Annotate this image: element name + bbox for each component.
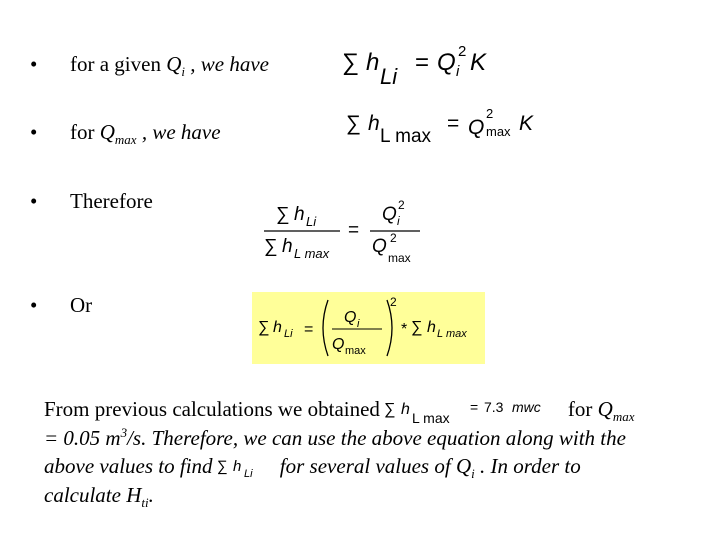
num-q-superscript: 2 xyxy=(398,198,405,212)
paragraph-var: Q xyxy=(597,397,613,421)
bullet-text: Therefore xyxy=(70,189,153,213)
bullet-dot: • xyxy=(30,52,38,76)
k-symbol: K xyxy=(470,49,487,76)
bullet-dot: • xyxy=(30,189,38,213)
q-symbol: Q xyxy=(437,49,456,76)
equals-sign: = xyxy=(304,321,314,338)
q-symbol: Q xyxy=(468,116,485,139)
lhs-h-symbol: h xyxy=(273,319,282,336)
paragraph-text: /s. Therefore, we can use the above equation along with the xyxy=(127,425,626,450)
num-q-symbol: Q xyxy=(382,204,397,225)
den-q-symbol: Q xyxy=(332,336,345,353)
inline-h-symbol: h xyxy=(400,401,410,419)
equation-sum-hli xyxy=(342,40,502,90)
inline-unit: mwc xyxy=(511,399,541,416)
bullet-text-post: , we have xyxy=(136,120,221,144)
num-q-subscript: i xyxy=(357,318,360,330)
inline-h-symbol: h xyxy=(232,458,241,476)
paragraph-line-1 xyxy=(44,395,716,424)
num-q-symbol: Q xyxy=(344,309,357,326)
paragraph-sup: 3 xyxy=(120,424,128,440)
den-h-subscript: L max xyxy=(294,246,330,261)
paragraph-var-sub: i xyxy=(471,466,475,482)
q-superscript: 2 xyxy=(486,106,494,121)
equation-highlighted xyxy=(252,292,485,364)
inline-equals: = xyxy=(469,399,479,416)
q-subscript: max xyxy=(486,124,511,139)
num-sum-symbol: ∑ xyxy=(276,204,290,225)
inline-value: 7.3 xyxy=(483,399,504,416)
paragraph-sub: ti xyxy=(141,494,149,510)
bullet-given-qi xyxy=(30,52,269,80)
sum-symbol: ∑ xyxy=(342,49,360,76)
bullet-text: Or xyxy=(70,293,93,317)
paragraph-text: = 0.05 m xyxy=(44,425,121,450)
conclusion-paragraph xyxy=(44,395,716,509)
k-symbol: K xyxy=(519,112,534,135)
equals-sign: = xyxy=(447,112,460,135)
bullet-var-sub: i xyxy=(181,64,186,80)
paragraph-line-2 xyxy=(44,424,716,453)
paragraph-text: . In order to xyxy=(474,454,581,478)
inline-sum-symbol: ∑ xyxy=(216,458,228,476)
inline-equation-hli xyxy=(217,455,271,481)
bullet-qmax xyxy=(30,120,221,148)
bullet-text: for xyxy=(70,120,100,144)
equals-sign: = xyxy=(348,220,360,241)
bullet-var: Q xyxy=(99,120,115,144)
paragraph-line-3 xyxy=(44,452,716,481)
den-q-subscript: max xyxy=(388,251,411,265)
rhs-h-subscript: L max xyxy=(437,328,467,340)
h-symbol: h xyxy=(368,112,380,135)
paragraph-var: Q xyxy=(455,454,472,478)
bullet-therefore xyxy=(30,189,153,213)
den-q-subscript: max xyxy=(345,345,366,357)
inline-equation-hlmax xyxy=(384,397,564,425)
lhs-sum-symbol: ∑ xyxy=(258,319,270,336)
num-h-symbol: h xyxy=(294,204,305,225)
bullet-text: for a given xyxy=(70,52,167,76)
den-h-symbol: h xyxy=(282,236,293,257)
paragraph-var-sub: max xyxy=(612,409,635,425)
q-superscript: 2 xyxy=(458,43,467,60)
h-subscript: L max xyxy=(380,126,432,147)
paragraph-text: for xyxy=(567,397,598,421)
paragraph-text: From previous calculations we obtained xyxy=(44,397,380,421)
times-symbol: * xyxy=(401,321,408,338)
paragraph-line-4 xyxy=(44,481,716,510)
equation-sum-hlmax xyxy=(346,108,546,148)
bullet-dot: • xyxy=(30,120,38,144)
rhs-sum-symbol: ∑ xyxy=(411,319,423,336)
sum-symbol: ∑ xyxy=(346,112,361,135)
den-q-superscript: 2 xyxy=(390,231,397,245)
inline-sum-symbol: ∑ xyxy=(383,401,396,419)
bullet-dot: • xyxy=(30,293,38,317)
paragraph-text: calculate H xyxy=(44,482,142,507)
paragraph-text: . xyxy=(148,482,154,507)
den-sum-symbol: ∑ xyxy=(264,236,278,257)
inline-h-subscript: L max xyxy=(411,410,450,426)
equation-ratio xyxy=(262,198,432,268)
lhs-h-subscript: Li xyxy=(284,328,293,340)
paragraph-text: above values to find xyxy=(44,454,213,478)
bullet-text-post: , we have xyxy=(185,52,269,76)
h-symbol: h xyxy=(366,49,380,76)
inline-h-subscript: Li xyxy=(243,468,253,481)
left-paren xyxy=(323,300,328,356)
h-subscript: Li xyxy=(380,64,398,89)
equals-sign: = xyxy=(415,49,430,76)
rhs-h-symbol: h xyxy=(427,319,436,336)
q-subscript: i xyxy=(456,63,460,80)
bullet-var: Q xyxy=(166,52,182,76)
outer-superscript: 2 xyxy=(390,295,397,309)
num-h-subscript: Li xyxy=(306,214,317,229)
den-q-symbol: Q xyxy=(372,236,387,257)
bullet-var-sub: max xyxy=(114,132,137,148)
num-q-subscript: i xyxy=(397,214,400,228)
paragraph-text: for several values of xyxy=(274,454,456,478)
bullet-or xyxy=(30,293,92,317)
